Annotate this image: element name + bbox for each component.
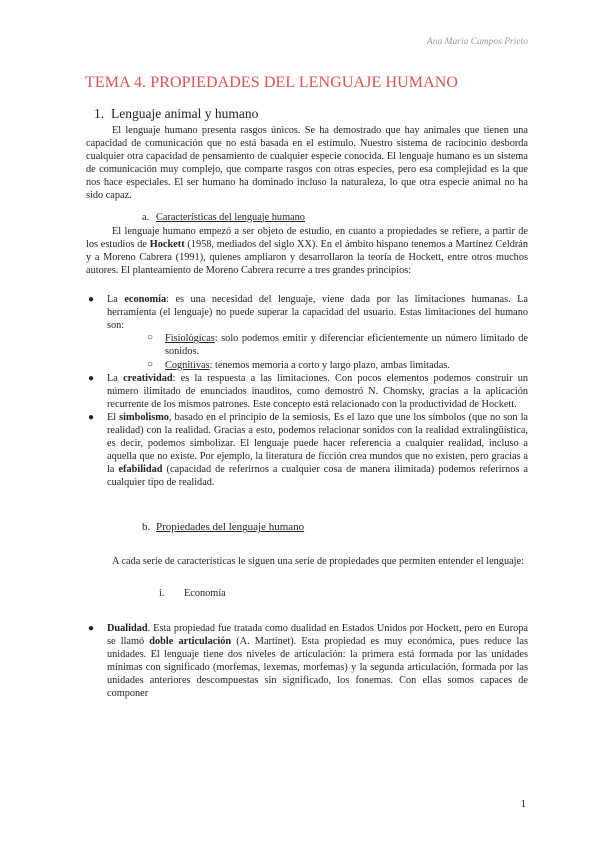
text-run: : tenemos memoria a corto y largo plazo, ambas limitadas. [209, 359, 450, 371]
list-item-creatividad [86, 372, 528, 411]
text-run: (capacidad de referirnos a cualquier cosa de manera ilimitada) podemos referirnos a cualquier tipo de realidad. [107, 464, 528, 489]
subsection-heading-b [142, 521, 528, 534]
section-title: Lenguaje animal y humano [111, 106, 259, 121]
text-run: . Esta propiedad fue tratada como dualidad en Estados Unidos por Hockett, pero en Europa se llamó [107, 622, 528, 647]
text-run: La [107, 294, 125, 306]
subsection-number: a. [142, 211, 150, 223]
text-run: El lenguaje humano empezó a ser objeto de estudio, en cuanto a propiedades se refiere, a partir de los estudios de [86, 225, 528, 250]
text-run: : solo podemos emitir y diferenciar eficientemente un número limitado de sonidos. [165, 333, 528, 358]
subsubsection-title: Economía [184, 587, 226, 599]
circle-bullet-icon: ○ [147, 358, 154, 370]
bold-term: Hockett [149, 238, 185, 250]
subsubsection-heading-i [159, 587, 528, 600]
section-number: 1. [94, 106, 105, 121]
properties-list [86, 622, 528, 701]
bold-term: creatividad [123, 372, 173, 384]
list-item-fisiologicas [147, 332, 528, 358]
text-run: El [107, 411, 120, 423]
text-run: La [107, 372, 124, 384]
bold-term: Dualidad [107, 622, 148, 634]
page-number: 1 [520, 798, 526, 810]
bullet-icon: ● [88, 622, 95, 634]
underlined-term: Cognitivas [165, 359, 210, 371]
header-author: Ana Maria Campos Prieto [426, 37, 528, 47]
subsection-number: b. [142, 521, 151, 534]
text-run: , basado en el principio de la semiosis. Es el lazo que une los símbolos (que no son la realidad) con la realidad. Gracias a esto, podemos relacionar sonidos con la realidad extralingüística, es decir, podemos simbolizar. El lenguaje puede hacer referencia a cualquier realidad, incluso a aquella que no existe. Por ejemplo, la literatura de ficción crea mundos que no existen, pero gracias a la [107, 411, 528, 476]
underlined-term: Fisiológicas [165, 333, 215, 345]
subsection-a-paragraph [86, 225, 528, 277]
section-heading-1 [94, 106, 528, 122]
text-run: : es la respuesta a las limitaciones. Con pocos elementos podemos construir un número ilimitado de enunciados inauditos, como demostró N. Chomsky, gracias a la aplicación recurrente de los mismos patrones. Este concepto está relacionado con la productividad de Hockett. [107, 372, 529, 410]
limitations-list [147, 332, 528, 371]
list-item-simbolismo [86, 411, 528, 490]
list-item-economia [86, 293, 528, 372]
subsection-title: Características del lenguaje humano [156, 211, 305, 223]
section-1-paragraph: El lenguaje humano presenta rasgos únicos. Se ha demostrado que hay animales que tienen una capacidad de comunicación que no está basada en el estímulo. Nuestro sistema de raciocinio desborda cualquier otra capacidad de pensamiento de cualquier especie conocida. El lenguaje humano es un sistema de comunicación muy complejo, que comparte rasgos con otras especies, pero esa complejidad es la que nos hace especiales. El ser humano ha dominado incluso la naturaleza, lo que otra especie animal no ha sido capaz. [86, 125, 528, 202]
circle-bullet-icon: ○ [147, 332, 154, 344]
list-item-cognitivas [147, 359, 528, 372]
bullet-icon: ● [88, 372, 95, 384]
text-run: (1958, mediados del siglo XX). En el ámbito hispano tenemos a Martínez Celdrán y a Moreno Cabrera (1991), quienes ampliaron y desarrollaron la teoría de Hockett, entre otros muchos autores. El planteamiento de Moreno Cabrera recurre a tres grandes principios: [86, 238, 528, 276]
document-body [86, 106, 528, 700]
bold-term: economía [124, 294, 167, 306]
subsubsection-number: i. [159, 587, 165, 599]
text-run: : es una necesidad del lenguaje, viene dada por las limitaciones humanas. La herramienta (el lenguaje) no puede superar la capacidad del usuario. Estas limitaciones del humano son: [107, 294, 528, 332]
page-title: TEMA 4. PROPIEDADES DEL LENGUAJE HUMANO [85, 74, 459, 91]
bold-term: simbolismo [119, 411, 169, 423]
bullet-icon: ● [88, 294, 95, 306]
text-run: (A. Martinet). Esta propiedad es muy económica, pues reduce las unidades. El lenguaje tiene dos niveles de articulación: la primera está formada por las unidades mínimas con significado (morfemas, lexemas, morfemas) y la segunda articulación, formada por las unidades anteriores descompuestas sin significado, los fonemas. Con ellas somos capaces de componer [107, 635, 528, 700]
principles-list [86, 293, 528, 489]
subsection-title: Propiedades del lenguaje humano [156, 521, 305, 534]
subsection-heading-a [142, 211, 528, 224]
bullet-icon: ● [88, 411, 95, 423]
list-item-dualidad [86, 622, 528, 701]
subsection-b-paragraph: A cada serie de características le siguen una serie de propiedades que permiten entender el lenguaje: [112, 555, 524, 567]
bold-term: efabilidad [118, 464, 163, 476]
bold-term: doble articulación [149, 635, 232, 647]
